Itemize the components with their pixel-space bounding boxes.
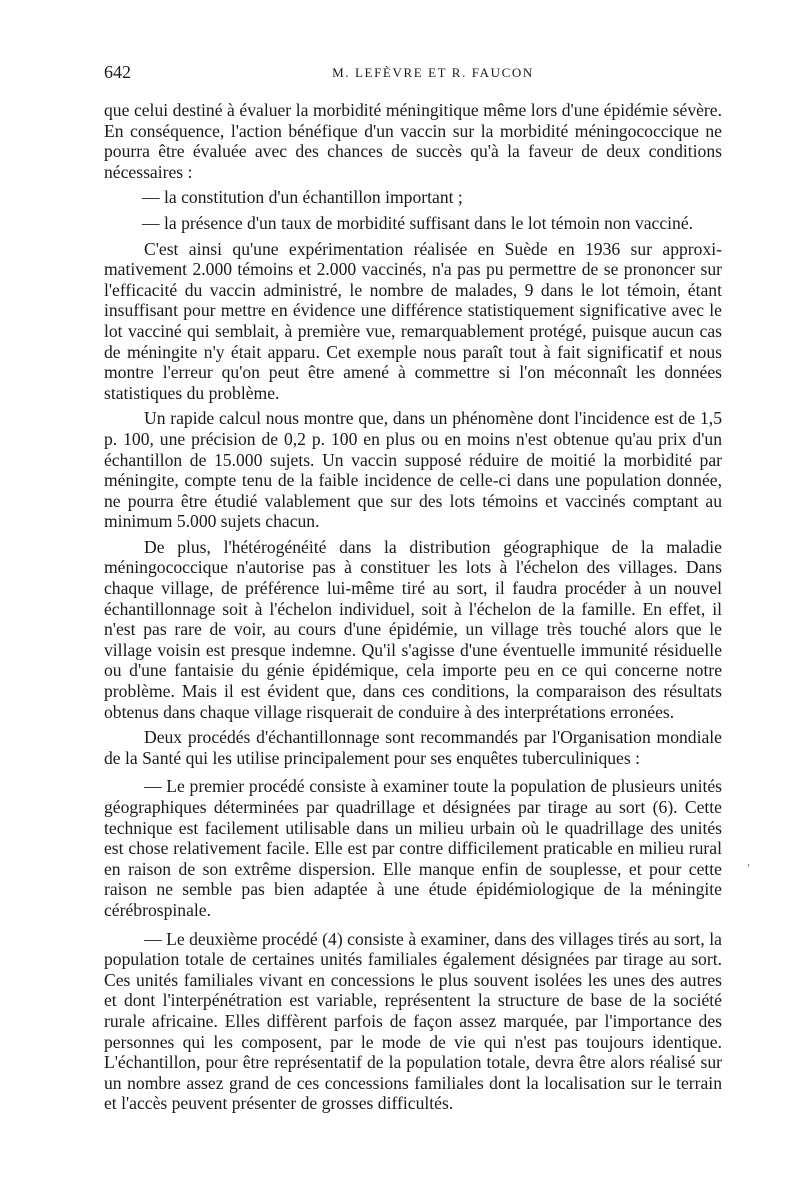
paragraph-2: C'est ainsi qu'une expérimentation réalisée en Suède en 1936 sur approximativement 2.000 témoins et 2.000 vaccinés, n'a pas pu permettre de se prononcer sur l'efficacité du vaccin administré, le nombre de malades, 9 dans le lot témoin, étant insuffisant pour mettre en évidence une différence statistiquement significative avec le lot vacciné qui semblait, à première vue, remarquablement protégé, puisque aucun cas de méningite n'y était apparu. Cet exemple nous paraît tout à fait significatif et nous montre l'erreur qu'on peut être amené à commettre si l'on méconnaît les données statistiques du problème. [104, 238, 722, 403]
paragraph-4: De plus, l'hétérogénéité dans la distribution géographique de la maladie méningococcique n'autorise pas à constituer les lots à l'échelon des villages. Dans chaque village, de préférence lui-même tiré au sort, il faudra procéder à un nouvel échantillonnage soit à l'échelon individuel, soit à l'échelon de la famille. En effet, il n'est pas rare de voir, au cours d'une épidémie, un village très touché alors que le village voisin est presque indemne. Qu'il s'agisse d'une éventuelle immunité résiduelle ou d'une fantaisie du génie épidémique, cela importe peu en ce qui concerne notre problème. Mais il est évident que, dans ces conditions, la comparaison des résultats obtenus dans chaque village risquerait de conduire à des interprétations erronées. [104, 536, 722, 722]
list-item-2: — la présence d'un taux de morbidité suffisant dans le lot témoin non vacciné. [142, 212, 694, 233]
page-body [104, 62, 722, 1114]
paragraph-1: que celui destiné à évaluer la morbidité méningitique même lors d'une épidémie sévère. En conséquence, l'action bénéfique d'un vaccin sur la morbidité méningococcique ne pourra être évaluée avec des chances de succès qu'à la faveur de deux conditions nécessaires : [104, 100, 722, 182]
paragraph-5: Deux procédés d'échantillonnage sont recommandés par l'Organisation mondiale de la Santé qui les utilise principalement pour ses enquêtes tuberculiniques : [104, 727, 722, 768]
running-head-authors: M. LEFÈVRE ET R. FAUCON [332, 65, 534, 80]
margin-mark: , [747, 854, 750, 868]
paragraph-7: — Le deuxième procédé (4) consiste à examiner, dans des villages tirés au sort, la population totale de certaines unités familiales également désignées par tirage au sort. Ces unités familiales vivant en concessions le plus souvent isolées les unes des autres et dont l'interpénétration est variable, représentent la structure de base de la société rurale africaine. Elles diffèrent parfois de façon assez marquée, par l'importance des personnes qui les composent, par le mode de vie qui n'est pas toujours identique. L'échantillon, pour être représentatif de la population totale, devra être alors réalisé sur un nombre assez grand de ces concessions familiales dont la localisation sur le terrain et l'accès peuvent présenter de grosses difficultés. [104, 928, 722, 1114]
page-number: 642 [104, 62, 131, 82]
paragraph-6: — Le premier procédé consiste à examiner toute la population de plusieurs unités géographiques déterminées par quadrillage et désignées par tirage au sort (6). Cette technique est facilement utilisable dans un milieu urbain où le quadrillage des unités est chose relativement facile. Elle est par contre difficilement praticable en milieu rural en raison de son extrême dispersion. Elle manque enfin de souplesse, et pour cette raison ne semble pas bien adaptée à une étude épidémiologique de la méningite cérébrospinale. [104, 776, 722, 920]
running-head [104, 62, 722, 86]
paragraph-3: Un rapide calcul nous montre que, dans un phénomène dont l'incidence est de 1,5 p. 100, une précision de 0,2 p. 100 en plus ou en moins n'est obtenue qu'au prix d'un échantillon de 15.000 sujets. Un vaccin supposé réduire de moitié la morbidité par méningite, compte tenu de la faible incidence de celle-ci dans une population donnée, ne pourra être étudié valablement que sur des lots témoins et vaccinés comptant au minimum 5.000 sujets chacun. [104, 408, 722, 532]
list-item-1: — la constitution d'un échantillon important ; [142, 187, 463, 208]
